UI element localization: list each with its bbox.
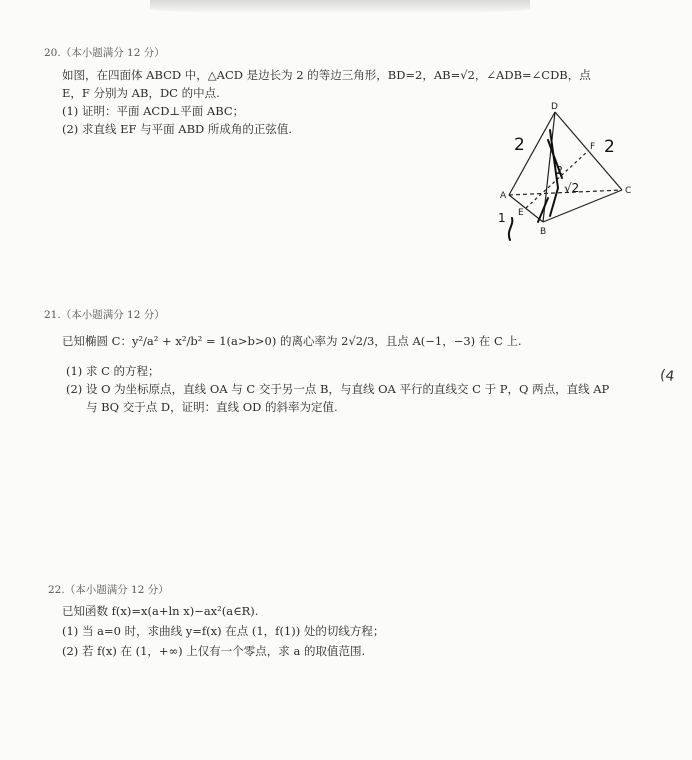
problem-20-stem-line-2: E，F 分别为 AB，DC 的中点. xyxy=(62,86,220,100)
handwritten-curve xyxy=(509,218,512,240)
edge-bc xyxy=(543,190,622,222)
problem-20-part-2: (2) 求直线 EF 与平面 ABD 所成角的正弦值. xyxy=(62,122,293,136)
label-e: E xyxy=(518,208,524,218)
problem-22-stem: 已知函数 f(x)=x(a+ln x)−ax²(a∈R). xyxy=(62,604,259,618)
scan-smudge xyxy=(150,0,530,14)
problem-22-part-1: (1) 当 a=0 时，求曲线 y=f(x) 在点 (1，f(1)) 处的切线方程； xyxy=(62,624,385,638)
edge-ab xyxy=(509,195,543,222)
hand-2-left: 2 xyxy=(514,135,525,155)
hand-2-small: 2 xyxy=(556,164,563,177)
hand-2-right: 2 xyxy=(604,137,615,157)
label-f: F xyxy=(590,142,596,152)
label-c: C xyxy=(625,186,632,196)
label-a: A xyxy=(500,191,507,201)
problem-20-stem-line-1: 如图，在四面体 ABCD 中，△ACD 是边长为 2 的等边三角形，BD=2，AB=√2，∠ADB=∠CDB，点 xyxy=(62,68,591,82)
problem-20-header: 20.（本小题满分 12 分） xyxy=(44,47,165,59)
problem-21-part-2-line-2: 与 BQ 交于点 D，证明：直线 OD 的斜率为定值. xyxy=(86,400,338,414)
hand-side-mark: 1 xyxy=(498,211,506,225)
handwritten-margin-mark: (4 xyxy=(658,367,676,385)
problem-21-stem: 已知椭圆 C：y²/a² + x²/b² = 1(a>b>0) 的离心率为 2√2/3，且点 A(−1，−3) 在 C 上. xyxy=(62,334,522,348)
problem-22-header: 22.（本小题满分 12 分） xyxy=(48,584,169,596)
problem-21-part-2-line-1: (2) 设 O 为坐标原点，直线 OA 与 C 交于另一点 B，与直线 OA 平行的直线交 C 于 P，Q 两点，直线 AP xyxy=(66,382,610,396)
problem-22-part-2: (2) 若 f(x) 在 (1，+∞) 上仅有一个零点，求 a 的取值范围. xyxy=(62,644,366,658)
label-d: D xyxy=(551,102,558,112)
problem-21-header: 21.（本小题满分 12 分） xyxy=(44,309,165,321)
problem-20-part-1: (1) 证明：平面 ACD⊥平面 ABC； xyxy=(62,104,245,118)
tetrahedron-figure xyxy=(492,100,642,245)
problem-21-part-1: (1) 求 C 的方程； xyxy=(66,364,160,378)
hand-mark-b: √2 xyxy=(564,181,580,195)
label-b: B xyxy=(540,227,547,237)
